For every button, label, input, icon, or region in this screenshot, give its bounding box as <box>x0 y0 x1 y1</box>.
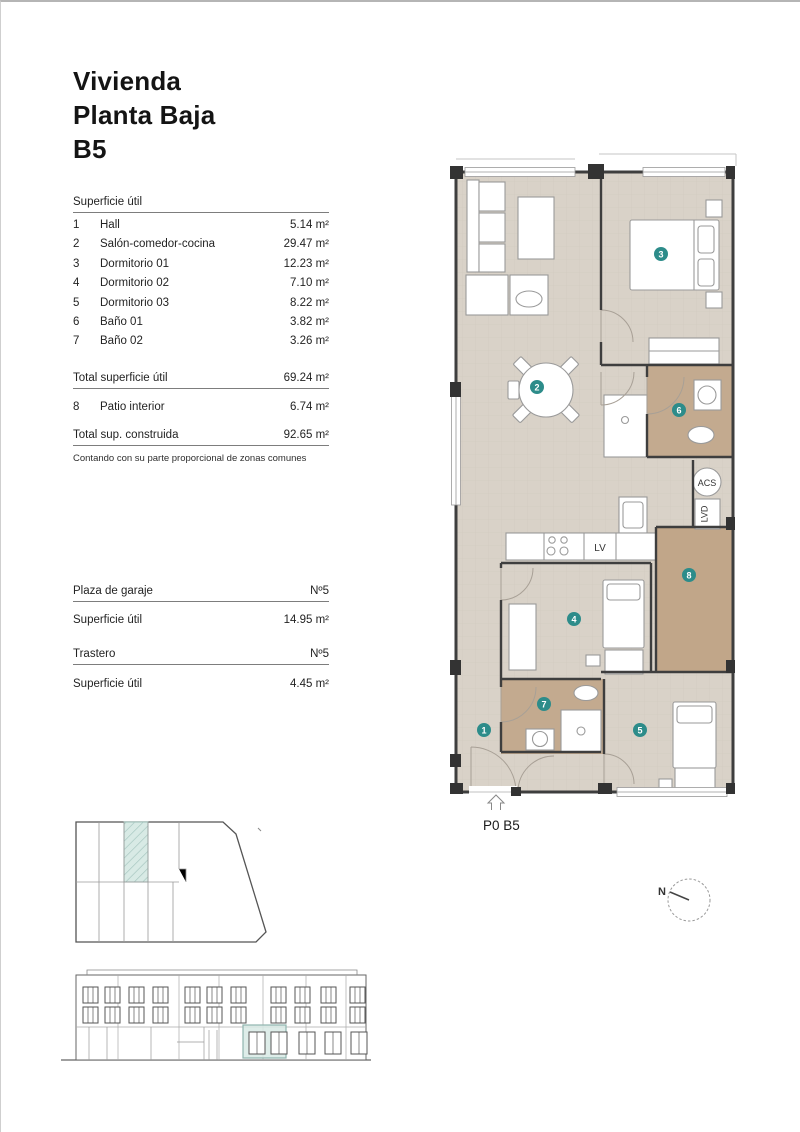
sofa-cushion <box>479 213 505 242</box>
pillow <box>698 259 714 286</box>
marker-number: 8 <box>686 570 692 581</box>
shower-drain <box>622 417 629 424</box>
room-marker <box>477 723 491 737</box>
garage-area-row <box>73 614 329 633</box>
table-row <box>73 335 329 354</box>
table-row <box>73 316 329 335</box>
row-name: Dormitorio 03 <box>100 296 170 309</box>
row-value: 14.95 m² <box>283 614 329 626</box>
storage-header <box>73 648 329 665</box>
pillow <box>677 706 712 723</box>
areas-table-header <box>73 196 329 213</box>
washbasin <box>533 732 548 747</box>
table-row <box>73 297 329 316</box>
row-num: 3 <box>73 257 80 270</box>
north-compass <box>649 870 739 932</box>
parapet <box>87 970 357 975</box>
garage-header <box>73 585 329 602</box>
nightstand <box>706 292 722 308</box>
row-num: 6 <box>73 315 80 328</box>
marker-number: 1 <box>481 725 487 736</box>
row-num: 4 <box>73 277 80 290</box>
garage-number: Nº5 <box>310 585 329 597</box>
title-line-1: Vivienda <box>73 66 182 96</box>
marker-number: 6 <box>676 405 682 416</box>
table-row <box>73 277 329 296</box>
side-table <box>466 275 508 315</box>
hob-burner <box>547 547 555 555</box>
dining-table <box>519 363 573 417</box>
hob-burner <box>561 537 567 543</box>
patio-floor <box>656 527 733 672</box>
row-value: 6.74 m² <box>290 401 329 413</box>
kitchen-counter <box>506 533 656 560</box>
wardrobe <box>509 604 536 670</box>
site-mark <box>258 828 261 831</box>
armchair-cushion <box>516 291 542 307</box>
total-util-value: 69.24 m² <box>283 372 329 384</box>
washbasin <box>698 386 716 404</box>
plan-code-label: P0 B5 <box>483 818 520 833</box>
row-name: Baño 02 <box>100 335 143 348</box>
bed-chest <box>605 650 643 674</box>
row-value: 7.10 m² <box>290 277 329 290</box>
room-marker <box>537 697 551 711</box>
pillow <box>607 584 640 600</box>
row-num: 7 <box>73 335 80 348</box>
total-construida-label: Total sup. construida <box>73 429 179 441</box>
north-label: N <box>658 886 666 898</box>
fridge-inner <box>623 502 643 528</box>
row-name: Superficie útil <box>73 614 143 626</box>
storage-number: Nº5 <box>310 648 329 660</box>
row-num: 1 <box>73 219 80 231</box>
table-row <box>73 219 329 238</box>
sofa-cushion <box>479 244 505 272</box>
footnote: Contando con su parte proporcional de zonas comunes <box>73 453 307 464</box>
unit-highlight-hatch <box>124 822 148 882</box>
total-construida-value: 92.65 m² <box>283 429 329 441</box>
table-row <box>73 258 329 277</box>
row-value: 3.82 m² <box>290 315 329 328</box>
marker-number: 4 <box>571 614 577 625</box>
sofa-back <box>467 180 479 272</box>
title-line-2: Planta Baja <box>73 100 216 130</box>
room-marker <box>567 612 581 626</box>
nightstand <box>586 655 600 666</box>
compass-needle <box>670 892 689 900</box>
shower-tray <box>604 395 647 457</box>
areas-table <box>73 219 329 355</box>
room-marker <box>682 568 696 582</box>
room-marker <box>654 247 668 261</box>
shower-drain <box>577 727 585 735</box>
page-title <box>73 64 215 166</box>
floor-plan <box>449 142 743 810</box>
marker-number: 5 <box>637 725 643 736</box>
title-line-3: B5 <box>73 134 107 164</box>
bath1-floor <box>647 365 733 457</box>
hob-burner <box>560 547 568 555</box>
toilet <box>688 427 714 444</box>
row-name: Dormitorio 01 <box>100 257 170 270</box>
hob-burner <box>549 537 555 543</box>
row-value: 8.22 m² <box>290 296 329 309</box>
table-row <box>73 238 329 257</box>
row-name: Hall <box>100 219 120 231</box>
row-value: 12.23 m² <box>283 257 329 270</box>
toilet <box>574 686 598 701</box>
pillow <box>698 226 714 253</box>
total-util-row <box>73 372 329 389</box>
room-marker <box>530 380 544 394</box>
marker-number: 2 <box>534 382 540 393</box>
row-num: 8 <box>73 401 80 413</box>
areas-header-label: Superficie útil <box>73 196 143 208</box>
total-construida-row <box>73 429 329 446</box>
garage-label: Plaza de garaje <box>73 585 153 597</box>
acs-label: ACS <box>697 478 717 488</box>
row-num: 2 <box>73 238 80 251</box>
storage-label: Trastero <box>73 648 116 660</box>
row-value: 3.26 m² <box>290 335 329 348</box>
sofa-cushion <box>479 182 505 211</box>
marker-number: 7 <box>541 699 547 710</box>
row-value: 29.47 m² <box>283 238 329 251</box>
row-name: Patio interior <box>100 401 165 413</box>
marker-number: 3 <box>658 249 664 260</box>
patio-row <box>73 401 329 420</box>
room-marker <box>672 403 686 417</box>
row-name: Salón-comedor-cocina <box>100 238 216 251</box>
building-elevation <box>59 960 373 1080</box>
row-value: 4.45 m² <box>290 678 329 690</box>
site-plan <box>46 817 286 952</box>
lv-label: LV <box>594 543 606 554</box>
lvd-label: LVD <box>699 505 710 523</box>
total-util-label: Total superficie útil <box>73 372 168 384</box>
storage-area-row <box>73 678 329 697</box>
nightstand <box>706 200 722 217</box>
coffee-table <box>518 197 554 259</box>
room-marker <box>633 723 647 737</box>
row-name: Dormitorio 02 <box>100 277 170 290</box>
row-name: Baño 01 <box>100 315 143 328</box>
row-name: Superficie útil <box>73 678 143 690</box>
row-value: 5.14 m² <box>290 219 329 231</box>
row-num: 5 <box>73 296 80 309</box>
